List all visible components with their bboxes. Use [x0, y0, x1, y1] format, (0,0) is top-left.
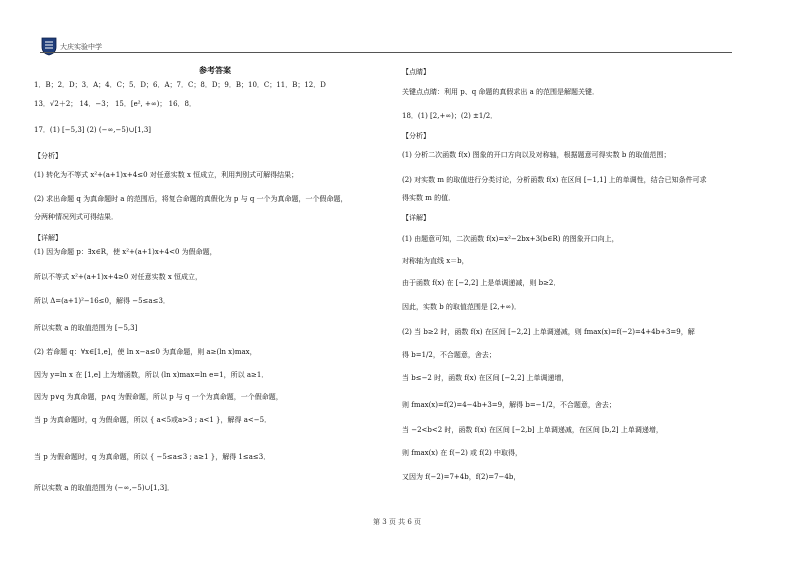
- answer-line: 13．√2＋2； 14．−3； 15．[e², +∞)； 16．8．: [34, 100, 197, 108]
- answer-line: 得实数 m 的值．: [402, 194, 456, 202]
- answer-line: (2) 对实数 m 的取值进行分类讨论，分析函数 f(x) 在区间 [−1,1] 上的单调性，结合已知条件可求: [402, 176, 707, 184]
- school-logo-icon: [40, 36, 58, 56]
- answer-line: (1) 分析二次函数 f(x) 图象的开口方向以及对称轴，根据题意可得实数 b 的取值范围；: [402, 151, 671, 159]
- answer-line: 因此，实数 b 的取值范围是 [2,+∞)．: [402, 303, 521, 311]
- answer-line: (2) 若命题 q：∀x∈[1,e]，使 ln x−a≤0 为真命题，则 a≥(ln x)max，: [34, 348, 257, 356]
- answer-line: 又因为 f(−2)=7+4b，f(2)=7−4b，: [402, 473, 521, 481]
- answer-line: 所以不等式 x²+(a+1)x+4≥0 对任意实数 x 恒成立，: [34, 273, 203, 281]
- answer-line: 则 fmax(x) 在 f(−2) 或 f(2) 中取得，: [402, 449, 522, 457]
- section-detail: 【详解】: [34, 234, 62, 242]
- section-analysis: 【分析】: [34, 152, 62, 160]
- answer-line: (1) 由题意可知，二次函数 f(x)=x²−2bx+3(b∈R) 的图象开口向上，: [402, 235, 619, 243]
- answer-line: 17．(1) [−5,3] (2) (−∞,−5)∪[1,3]: [34, 126, 152, 134]
- answer-line: 得 b=1/2，不合题意，舍去；: [402, 351, 496, 359]
- answer-line: (2) 求出命题 q 为真命题时 a 的范围后，将复合命题的真假化为 p 与 q 一个为真命题，一个假命题，: [34, 195, 348, 203]
- section-analysis: 【分析】: [402, 132, 430, 140]
- answer-line: 所以 Δ=(a+1)²−16≤0，解得 −5≤a≤3．: [34, 297, 170, 305]
- answer-line: 对称轴为直线 x＝b，: [402, 257, 469, 265]
- header-rule: [40, 52, 732, 53]
- answer-line: 所以实数 a 的取值范围为 (−∞,−5)∪[1,3]．: [34, 484, 175, 492]
- answer-line: 当 b≤−2 时，函数 f(x) 在区间 [−2,2] 上单调递增，: [402, 374, 569, 382]
- answer-line: 由于函数 f(x) 在 [−2,2] 上是单调递减，则 b≥2．: [402, 279, 561, 287]
- answer-line: 分两种情况列式可得结果．: [34, 213, 118, 221]
- answer-line: (1) 转化为不等式 x²+(a+1)x+4≤0 对任意实数 x 恒成立，利用判别式可解得结果；: [34, 171, 299, 179]
- answer-line: 当 p 为真命题时，q 为假命题，所以 { a<5或a>3 ; a<1 }，解得 a<−5．: [34, 416, 272, 424]
- answer-line: 因为 y=ln x 在 [1,e] 上为增函数，所以 (ln x)max=ln e=1，所以 a≥1．: [34, 371, 269, 379]
- answer-line: 当 −2<b<2 时，函数 f(x) 在区间 [−2,b] 上单调递减，在区间 [b,2] 上单调递增，: [402, 426, 663, 434]
- section-detail: 【详解】: [402, 214, 430, 222]
- answer-line: 关键点点睛：利用 p、q 命题的真假求出 a 的范围是解题关键．: [402, 88, 600, 96]
- answer-title: 参考答案: [199, 66, 231, 75]
- answer-line: (1) 因为命题 p：∃x∈R，使 x²+(a+1)x+4<0 为假命题，: [34, 248, 217, 256]
- answer-line: 18．(1) [2,+∞)；(2) ±1/2．: [402, 112, 498, 120]
- answer-line: 当 p 为假命题时，q 为真命题，所以 { −5≤a≤3 ; a≥1 }，解得 1≤a≤3．: [34, 453, 271, 461]
- answer-line: 因为 p∨q 为真命题，p∧q 为假命题，所以 p 与 q 一个为真命题，一个假命题，: [34, 393, 283, 401]
- page-number: 第 3 页 共 6 页: [372, 518, 422, 526]
- answer-line: (2) 当 b≥2 时，函数 f(x) 在区间 [−2,2] 上单调递减，则 fmax(x)=f(−2)=4+4b+3=9，解: [402, 328, 695, 336]
- answer-line: 所以实数 a 的取值范围为 [−5,3]: [34, 324, 138, 332]
- answer-line: 1．B；2．D；3．A；4．C；5．D；6．A；7．C；8．D；9．B；10．C；11．B；12．D: [34, 81, 326, 89]
- section-key-point: 【点睛】: [402, 68, 430, 76]
- answer-line: 则 fmax(x)=f(2)=4−4b+3=9，解得 b=−1/2，不合题意，舍去；: [402, 401, 616, 409]
- header-school-name: 大庆实验中学: [60, 43, 102, 51]
